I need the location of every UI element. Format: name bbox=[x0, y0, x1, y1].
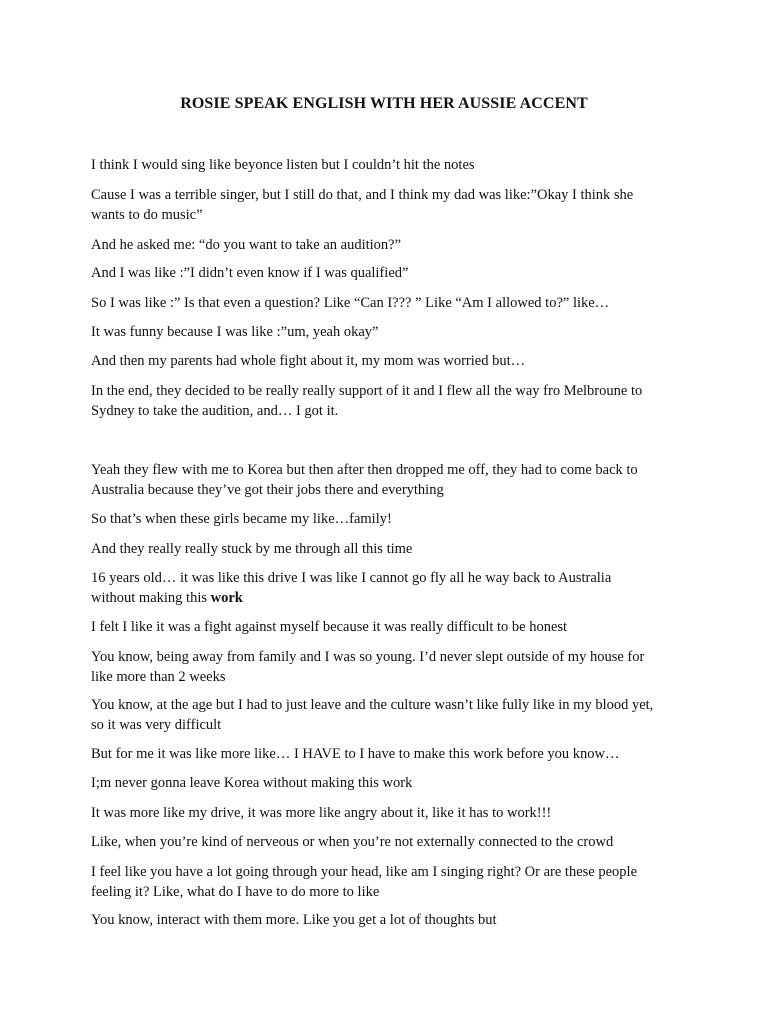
paragraph bbox=[91, 744, 691, 764]
text-line: And I was like :”I didn’t even know if I was qualified” bbox=[91, 265, 409, 281]
text-line: wants to do music” bbox=[91, 207, 203, 223]
text-line: like more than 2 weeks bbox=[91, 669, 226, 685]
text-line: You know, being away from family and I was so young. I’d never slept outside of my house for bbox=[91, 649, 645, 665]
paragraph bbox=[91, 568, 691, 608]
paragraph bbox=[91, 185, 691, 225]
paragraph bbox=[91, 263, 691, 283]
text-line: And then my parents had whole fight about it, my mom was worried but… bbox=[91, 353, 526, 369]
text-line: I felt I like it was a fight against myself because it was really difficult to be honest bbox=[91, 619, 568, 635]
text-line: feeling it? Like, what do I have to do more to like bbox=[91, 884, 380, 900]
text-line: You know, interact with them more. Like you get a lot of thoughts but bbox=[91, 912, 497, 928]
paragraph bbox=[91, 862, 691, 902]
paragraph bbox=[91, 155, 691, 175]
text-line: I feel like you have a lot going through your head, like am I singing right? Or are these people bbox=[91, 864, 638, 880]
paragraph bbox=[91, 832, 691, 852]
paragraph bbox=[91, 803, 691, 823]
text-line: And they really really stuck by me through all this time bbox=[91, 541, 413, 557]
paragraph bbox=[91, 773, 691, 793]
text-line: And he asked me: “do you want to take an audition?” bbox=[91, 237, 402, 253]
paragraph bbox=[91, 235, 691, 255]
emphasis-text: work bbox=[210, 590, 243, 606]
paragraph bbox=[91, 910, 691, 930]
paragraph bbox=[91, 293, 691, 313]
text-line: Yeah they flew with me to Korea but then after then dropped me off, they had to come back to bbox=[91, 462, 638, 478]
text-line: Australia because they’ve got their jobs there and everything bbox=[91, 482, 444, 498]
text-line: I think I would sing like beyonce listen but I couldn’t hit the notes bbox=[91, 157, 475, 173]
text-line: It was funny because I was like :”um, yeah okay” bbox=[91, 324, 379, 340]
text-line bbox=[91, 588, 691, 608]
paragraph bbox=[91, 351, 691, 371]
text-line: Cause I was a terrible singer, but I still do that, and I think my dad was like:”Okay I think she bbox=[91, 187, 634, 203]
text-line: so it was very difficult bbox=[91, 717, 222, 733]
text-line: Like, when you’re kind of nerveous or when you’re not externally connected to the crowd bbox=[91, 834, 614, 850]
text-line: In the end, they decided to be really really support of it and I flew all the way fro Melbroune to bbox=[91, 383, 643, 399]
text-line: It was more like my drive, it was more like angry about it, like it has to work!!! bbox=[91, 805, 552, 821]
paragraph bbox=[91, 322, 691, 342]
text-line: So that’s when these girls became my like…family! bbox=[91, 511, 392, 527]
paragraph bbox=[91, 539, 691, 559]
text-fragment: without making this bbox=[91, 590, 211, 606]
paragraph bbox=[91, 509, 691, 529]
paragraph bbox=[91, 381, 691, 421]
paragraph bbox=[91, 647, 691, 687]
page-title: ROSIE SPEAK ENGLISH WITH HER AUSSIE ACCENT bbox=[180, 95, 588, 112]
paragraph bbox=[91, 460, 691, 500]
text-line: Sydney to take the audition, and… I got it. bbox=[91, 403, 339, 419]
text-line: So I was like :” Is that even a question? Like “Can I??? ” Like “Am I allowed to?” like… bbox=[91, 295, 610, 311]
paragraph bbox=[91, 617, 691, 637]
text-line: I;m never gonna leave Korea without making this work bbox=[91, 775, 413, 791]
text-line: You know, at the age but I had to just leave and the culture wasn’t like fully like in my blood yet, bbox=[91, 697, 654, 713]
paragraph bbox=[91, 695, 691, 735]
text-line: 16 years old… it was like this drive I was like I cannot go fly all he way back to Australia bbox=[91, 570, 612, 586]
text-line: But for me it was like more like… I HAVE to I have to make this work before you know… bbox=[91, 746, 620, 762]
